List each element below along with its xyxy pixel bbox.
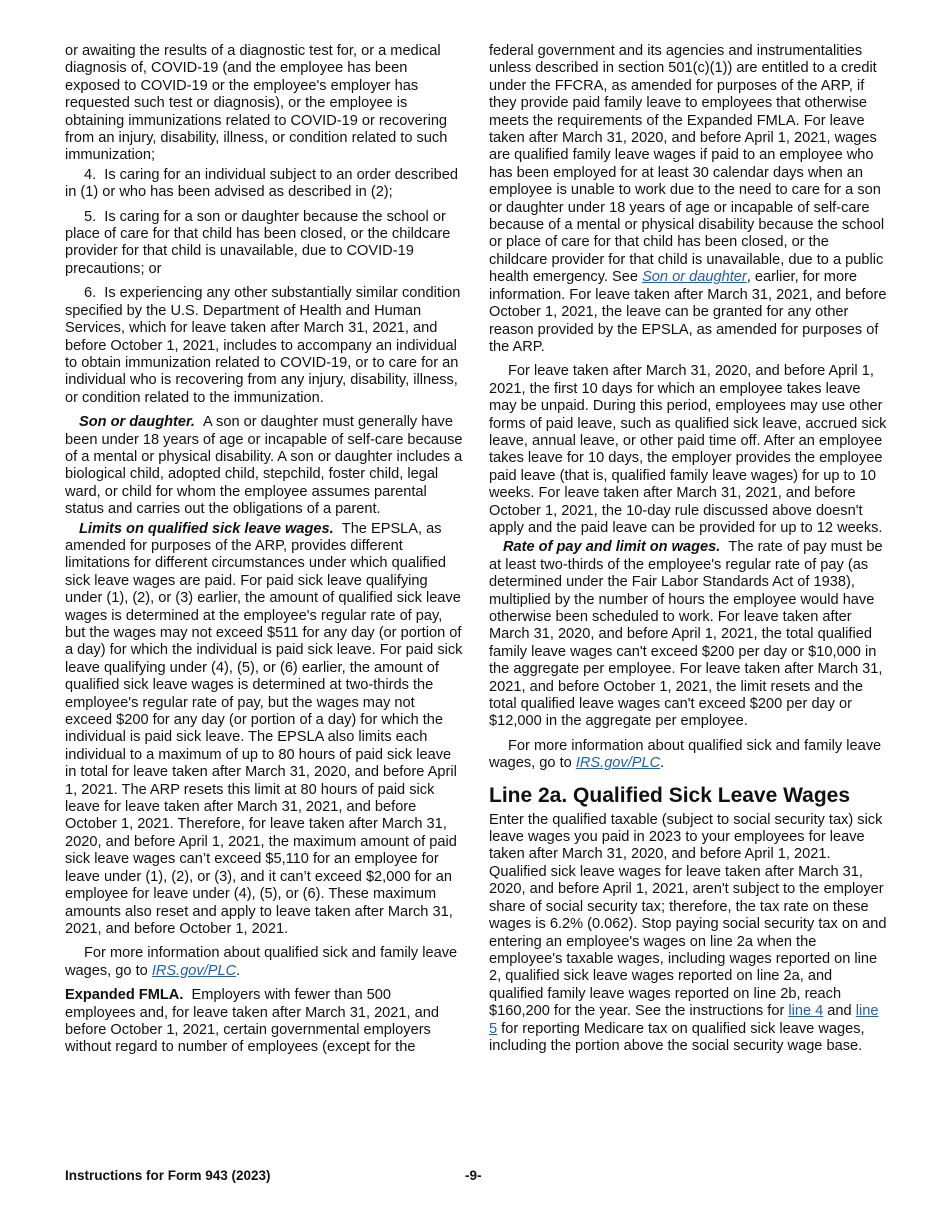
- paragraph: [489, 43, 887, 356]
- body-text: 6. Is experiencing any other substantially similar condition specified by the U.S. Department of Health and Human Services, which for leave taken after March 31, 2021, and before October 1, 2021, includes to accompany an individual to obtain immunization related to COVID-19, or to care for an individual who is recovering from any injury, disability, illness, or condition related to the immunization.: [65, 285, 461, 406]
- run-in-heading: Expanded FMLA.: [65, 987, 184, 1004]
- paragraph: [65, 414, 463, 518]
- paragraph: [65, 209, 463, 279]
- body-text: The EPSLA, as amended for purposes of the ARP, provides different limitations for different circumstances under which qualified sick leave wages are paid. For paid sick leave qualifying under (1), (2), or (3) earlier, the amount of qualified sick leave wages is determined at the employee's regular rate of pay, but the wages may not exceed $511 for any day (or portion of a day) for which the individual is paid sick leave. For paid sick leave qualifying under (4), (5), or (6) earlier, the amount of qualified sick leave wages is determined at two-thirds the employee's regular rate of pay, but the wages may not exceed $200 for any day (or portion of a day) for which the individual is paid sick leave. The EPSLA also limits each individual to a maximum of up to 80 hours of paid sick leave in total for leave taken after March 31, 2020, and before April 1, 2021. The ARP resets this limit at 80 hours of paid sick leave for leave taken after March 31, 2021, and before October 1, 2021. Therefore, for leave taken after March 31, 2020, and before April 1, 2021, the maximum amount of paid sick leave wages can’t exceed $5,110 for an employee for leave under (1), (2), or (3), and it can’t exceed $2,000 for an employee for leave under (4), (5), or (6). These maximum amounts also reset and apply to leave taken after March 31, 2021, and before October 1, 2021.: [65, 520, 463, 937]
- paragraph: [489, 363, 887, 537]
- paragraph: [65, 285, 463, 407]
- body-text: for reporting Medicare tax on qualified sick leave wages, including the portion above the social security wage base.: [489, 1020, 865, 1054]
- paragraph: [489, 738, 887, 773]
- paragraph: [65, 167, 463, 202]
- body-text: or awaiting the results of a diagnostic test for, or a medical diagnosis of, COVID-19 (and the employee has been exposed to COVID-19 or the employee's employer has requested such test or diagnosis), or the employee is obtaining immunizations related to COVID-19 or recovering from an injury, disability, illness, or condition related to such immunization;: [65, 43, 448, 164]
- run-in-heading: Son or daughter.: [79, 414, 195, 431]
- son-or-daughter-link[interactable]: Son or daughter: [642, 269, 747, 286]
- body-text: Employers with fewer than 500 employees and, for leave taken after March 31, 2021, and before October 1, 2021, certain governmental employers without regard to number of employees (except for the: [65, 987, 439, 1056]
- line-5-link[interactable]: line 5: [489, 1003, 879, 1037]
- irs-plc-link[interactable]: IRS.gov/PLC: [151, 962, 237, 979]
- paragraph: [489, 539, 887, 730]
- form-title-footer: Instructions for Form 943 (2023): [65, 1168, 271, 1183]
- right-column: [489, 43, 887, 1062]
- run-in-heading: Rate of pay and limit on wages.: [503, 539, 721, 556]
- paragraph: [65, 945, 463, 980]
- section-heading: [489, 783, 887, 808]
- page-number: -9-: [465, 1168, 482, 1183]
- body-text: For more information about qualified sick and family leave wages, go to: [65, 945, 458, 979]
- body-text: Enter the qualified taxable (subject to social security tax) sick leave wages you paid in 2023 to your employees for leave taken after March 31, 2020, and before April 1, 2021. Qualified sick leave wages for leave taken after March 31, 2020, and before April 1, 2021, aren't subject to the employer share of social security tax; therefore, the tax rate on these wages is 6.2% (0.062). Stop paying social security tax on and entering an employee's wages on line 2a when the employee's taxable wages, including wages reported on line 2, qualified sick leave wages reported on line 2a, and qualified family leave wages reported on line 2b, reach $160,200 for the year. See the instructions for: [489, 811, 887, 1020]
- body-text: , earlier, for more information. For leave taken after March 31, 2021, and before October 1, 2021, the leave can be granted for any other reason provided by the EPSLA, as amended for purposes of the ARP.: [489, 269, 887, 355]
- body-text: The rate of pay must be at least two-thirds of the employee's regular rate of pay (as determined under the Fair Labor Standards Act of 1938), multiplied by the number of hours the employee would have otherwise been scheduled to work. For leave taken after March 31, 2020, and before April 1, 2021, the total qualified family leave wages can't exceed $200 per day or $10,000 in the aggregate per employee. For leave taken after March 31, 2021, and before October 1, 2021, the limit resets and the total qualified leave wages can't exceed $200 per day or $12,000 in the aggregate per employee.: [489, 539, 883, 730]
- run-in-heading: Limits on qualified sick leave wages.: [79, 520, 334, 537]
- irs-plc-link[interactable]: IRS.gov/PLC: [575, 755, 661, 772]
- body-text: 4. Is caring for an individual subject to an order described in (1) or who has been advised as described in (2);: [65, 166, 458, 201]
- body-text: .: [660, 755, 665, 772]
- body-text: For leave taken after March 31, 2020, and before April 1, 2021, the first 10 days for which an employee takes leave may be unpaid. During this period, employees may use other forms of paid leave, such as qualified sick leave, accrued sick leave, annual leave, or other paid time off. After an employee takes leave for 10 days, the employer provides the employee paid leave (that is, qualified family leave wages) for up to 10 weeks. For leave taken after March 31, 2021, and before October 1, 2021, the 10-day rule discussed above doesn't apply and the paid leave can be provided for up to 12 weeks.: [489, 363, 887, 536]
- body-text: .: [236, 962, 241, 979]
- paragraph: [489, 812, 887, 1056]
- left-column: [65, 43, 463, 1064]
- paragraph: [65, 521, 463, 939]
- body-text: and: [823, 1003, 856, 1020]
- line-4-link[interactable]: line 4: [788, 1003, 824, 1020]
- body-text: 5. Is caring for a son or daughter because the school or place of care for that child has been closed, or the childcare provider for that child is unavailable, due to COVID-19 precautions; or: [65, 208, 451, 277]
- paragraph: [65, 987, 463, 1057]
- body-text: federal government and its agencies and instrumentalities unless described in section 501(c)(1)) are entitled to a credit under the FFCRA, as amended for purposes of the ARP, if they provide paid family leave to employees that otherwise meets the requirements of the Expanded FMLA. For leave taken after March 31, 2020, and before April 1, 2021, wages are qualified family leave wages if paid to an employee who has been employed for at least 30 calendar days when an employee is unable to work due to the need to care for a son or daughter under 18 years of age or incapable of self-care because of a mental or physical disability because the school or place of care for that child has been closed, or the childcare provider for that child is unavailable, due to a public health emergency. See: [489, 43, 885, 286]
- body-text: For more information about qualified sick and family leave wages, go to: [489, 737, 882, 772]
- body-text: A son or daughter must generally have been under 18 years of age or incapable of self-care because of a mental or physical disability. A son or daughter includes a biological child, adopted child, stepchild, foster child, legal ward, or child for whom the employee assumes parental status and carries out the obligations of a parent.: [65, 414, 463, 518]
- paragraph: [65, 43, 463, 165]
- body-text: Line 2a. Qualified Sick Leave Wages: [489, 783, 851, 807]
